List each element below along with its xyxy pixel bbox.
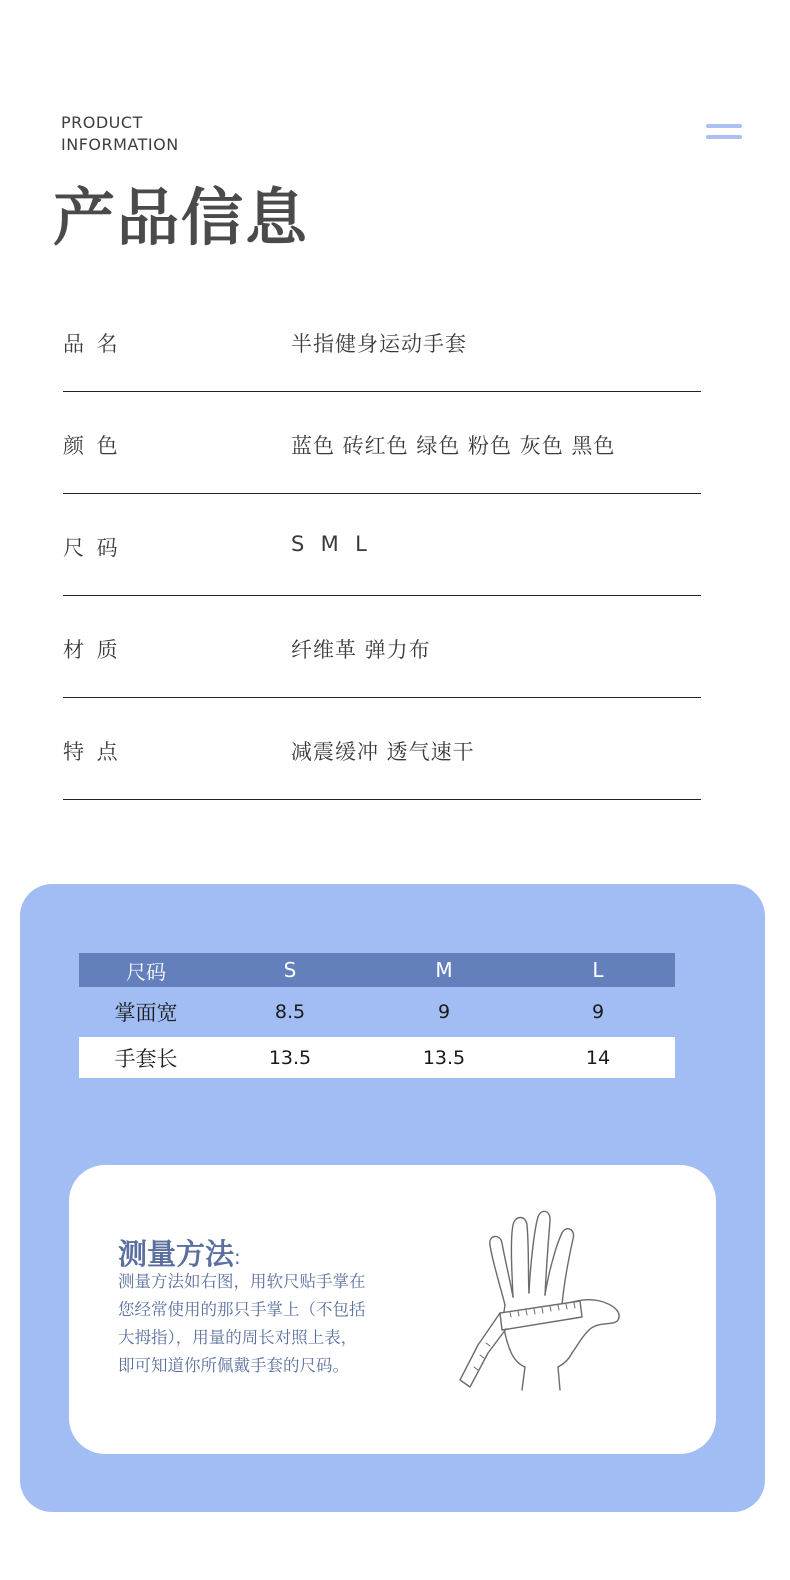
info-value: 蓝色 砖红色 绿色 粉色 灰色 黑色 bbox=[291, 434, 616, 458]
hand-measuring-tape-icon bbox=[450, 1205, 635, 1400]
eyebrow-line-2: INFORMATION bbox=[61, 135, 179, 154]
instruction-line: 您经常使用的那只手掌上（不包括 bbox=[118, 1300, 366, 1319]
table-row bbox=[79, 1037, 675, 1078]
eyebrow-line-1: PRODUCT bbox=[61, 113, 143, 132]
section-eyebrow bbox=[61, 112, 179, 156]
instruction-line: 即可知道你所佩戴手套的尺码。 bbox=[118, 1356, 349, 1375]
info-row-material bbox=[63, 596, 701, 698]
instruction-line: 测量方法如右图，用软尺贴手掌在 bbox=[118, 1272, 366, 1291]
row-label: 手套长 bbox=[79, 1037, 213, 1078]
info-value: 纤维革 弹力布 bbox=[291, 638, 431, 662]
page-title: 产品信息 bbox=[53, 181, 310, 254]
info-label: 品 名 bbox=[63, 332, 121, 356]
info-value: S M L bbox=[291, 532, 368, 556]
info-value: 半指健身运动手套 bbox=[291, 332, 467, 356]
table-cell: 9 bbox=[591, 1001, 605, 1023]
info-row-color bbox=[63, 392, 701, 494]
header-cell: L bbox=[521, 953, 675, 987]
info-label: 尺 码 bbox=[63, 536, 121, 560]
info-label: 材 质 bbox=[63, 638, 121, 662]
table-cell: 8.5 bbox=[274, 1001, 306, 1023]
info-label: 颜 色 bbox=[63, 434, 121, 458]
measurement-title-text: 测量方法 bbox=[118, 1237, 235, 1271]
title-colon: : bbox=[234, 1245, 241, 1269]
row-label: 掌面宽 bbox=[114, 1001, 178, 1025]
measurement-instructions bbox=[118, 1268, 400, 1380]
info-label: 特 点 bbox=[63, 740, 121, 764]
table-cell: 14 bbox=[521, 1037, 675, 1078]
size-table bbox=[79, 953, 675, 1078]
product-info-table bbox=[63, 290, 701, 800]
table-cell: 13.5 bbox=[367, 1037, 521, 1078]
menu-lines-icon bbox=[706, 124, 742, 142]
table-cell: 9 bbox=[437, 1001, 451, 1023]
info-row-name bbox=[63, 290, 701, 392]
measurement-title bbox=[118, 1232, 241, 1273]
header-cell: S bbox=[213, 953, 367, 987]
info-row-feature bbox=[63, 698, 701, 800]
table-row bbox=[79, 987, 675, 1037]
header-cell: M bbox=[367, 953, 521, 987]
info-value: 减震缓冲 透气速干 bbox=[291, 740, 475, 764]
table-cell: 13.5 bbox=[213, 1037, 367, 1078]
header-cell: 尺码 bbox=[79, 953, 213, 987]
info-row-size bbox=[63, 494, 701, 596]
instruction-line: 大拇指），用量的周长对照上表， bbox=[118, 1328, 358, 1347]
size-table-header bbox=[79, 953, 675, 987]
